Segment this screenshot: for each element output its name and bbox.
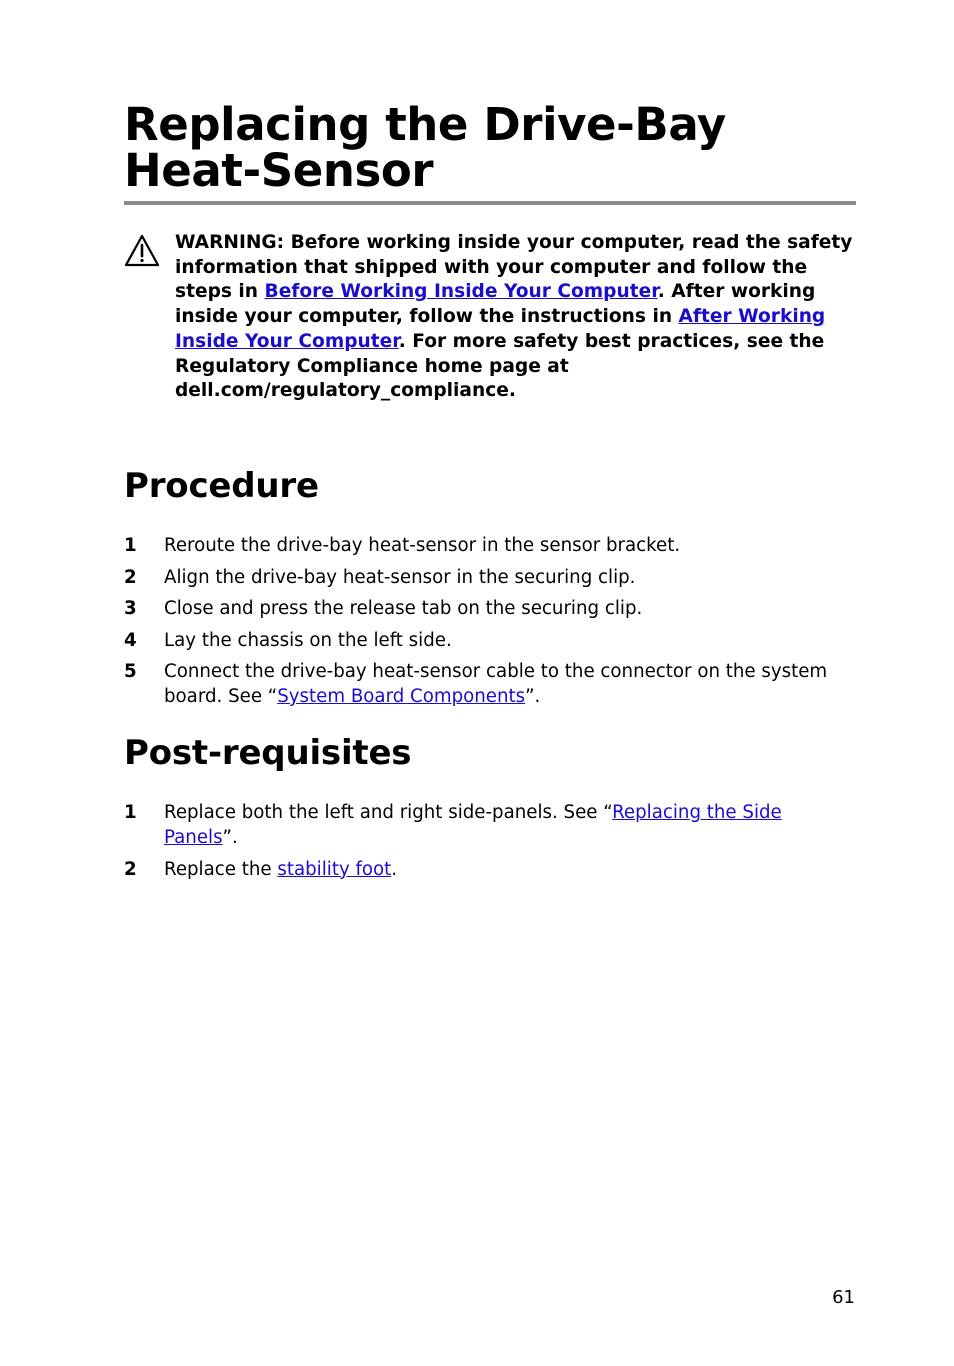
step-text: Reroute the drive-bay heat-sensor in the sensor bracket. <box>164 535 681 556</box>
post-requisites-step <box>124 857 856 882</box>
step-number: 5 <box>124 661 137 682</box>
page-title-line-2: Heat-Sensor <box>124 144 434 197</box>
procedure-heading: Procedure <box>124 466 319 506</box>
step-number: 1 <box>124 802 137 823</box>
step-text-suffix: ”. <box>525 686 541 707</box>
step-text-suffix: . <box>391 858 398 880</box>
post-requisites-step <box>124 800 856 850</box>
step-text: Replace the <box>164 858 278 880</box>
procedure-step <box>124 596 856 621</box>
step-text: Connect the drive-bay heat-sensor cable to the connector on the system board. See “ <box>164 661 828 707</box>
system-board-components-link[interactable]: System Board Components <box>277 686 526 707</box>
after-working-inside-computer-link[interactable]: After Working Inside Your Computer <box>175 306 826 352</box>
step-text: Close and press the release tab on the securing clip. <box>164 598 643 619</box>
stability-foot-link[interactable]: stability foot <box>277 858 392 880</box>
warning-text-part-3: . For more safety best practices, see the Regulatory Compliance home page at dell.com/regulatory_compliance. <box>175 330 825 402</box>
warning-text-part-2: . After working inside your computer, follow the instructions in <box>175 281 816 328</box>
before-working-inside-computer-link[interactable]: Before Working Inside Your Computer <box>264 281 658 303</box>
procedure-step <box>124 628 856 653</box>
step-text: Replace both the left and right side-panels. See “ <box>164 802 613 823</box>
procedure-step <box>124 659 856 709</box>
page-title-line-1: Replacing the Drive-Bay <box>124 98 726 151</box>
step-text: Align the drive-bay heat-sensor in the securing clip. <box>164 566 636 588</box>
step-number: 1 <box>124 535 137 556</box>
title-divider <box>124 201 856 205</box>
procedure-steps <box>124 533 856 716</box>
post-requisites-heading: Post-requisites <box>124 733 412 773</box>
procedure-step <box>124 565 856 590</box>
warning-triangle-icon <box>124 234 160 267</box>
procedure-step <box>124 533 856 558</box>
warning-text <box>175 231 865 404</box>
step-number: 2 <box>124 566 137 588</box>
page-title <box>124 98 856 197</box>
page-number: 61 <box>832 1287 855 1308</box>
step-number: 3 <box>124 598 137 619</box>
step-number: 4 <box>124 629 137 651</box>
step-text: Lay the chassis on the left side. <box>164 629 452 651</box>
step-number: 2 <box>124 858 137 880</box>
step-text-suffix: ”. <box>222 827 238 848</box>
post-requisites-steps <box>124 800 856 888</box>
replacing-side-panels-link[interactable]: Replacing the Side Panels <box>164 802 782 848</box>
warning-text-part-1: WARNING: Before working inside your computer, read the safety information that shipped with your computer and follow the steps in <box>175 232 853 303</box>
